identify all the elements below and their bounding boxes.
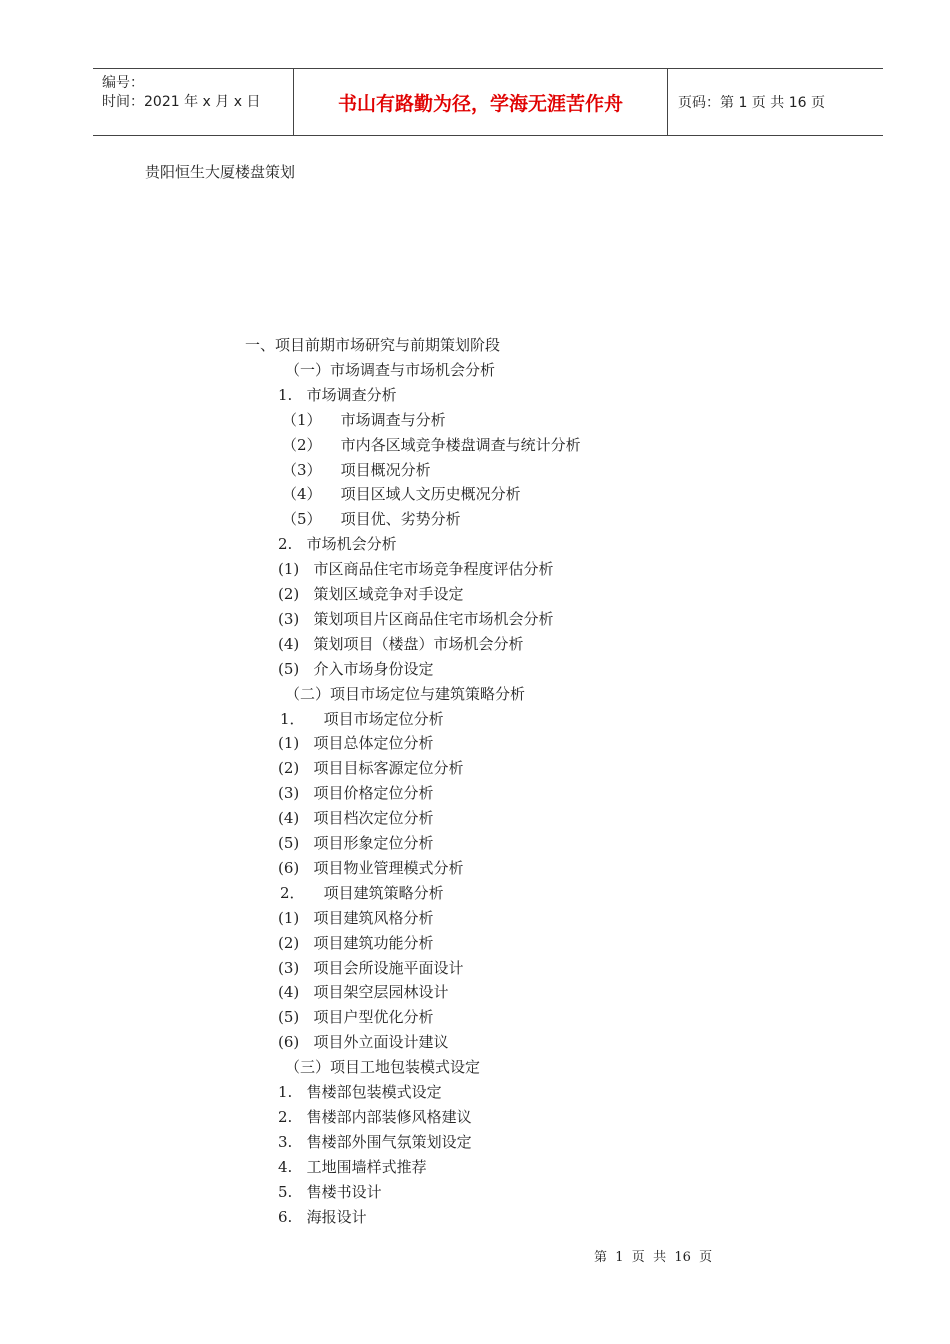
toc-item: （2） 市内各区域竞争楼盘调查与统计分析 — [282, 436, 581, 454]
toc-item: 1. 市场调查分析 — [278, 386, 397, 404]
toc-item: (2) 项目目标客源定位分析 — [278, 759, 464, 777]
toc-item: 2. 售楼部内部装修风格建议 — [278, 1108, 472, 1126]
toc-item: (4) 策划项目（楼盘）市场机会分析 — [278, 635, 524, 653]
toc-item: 一、项目前期市场研究与前期策划阶段 — [245, 336, 501, 354]
toc-item: (5) 项目形象定位分析 — [278, 834, 434, 852]
toc-item: （二）项目市场定位与建筑策略分析 — [285, 685, 526, 703]
toc-item: 6. 海报设计 — [278, 1208, 367, 1226]
number-label: 编号： — [102, 75, 144, 91]
toc-item: (2) 项目建筑功能分析 — [278, 934, 434, 952]
toc-item: (5) 介入市场身份设定 — [278, 660, 434, 678]
toc-item: (1) 市区商品住宅市场竞争程度评估分析 — [278, 560, 554, 578]
toc-item: (1) 项目总体定位分析 — [278, 734, 434, 752]
toc-item: （3） 项目概况分析 — [282, 461, 431, 479]
time-label: 时间：2021 年 x 月 x 日 — [102, 94, 261, 110]
toc-item: 4. 工地围墙样式推荐 — [278, 1158, 427, 1176]
toc-item: (6) 项目物业管理模式分析 — [278, 859, 464, 877]
toc-item: 3. 售楼部外围气氛策划设定 — [278, 1133, 472, 1151]
page-footer: 第 1 页 共 16 页 — [594, 1250, 713, 1265]
toc-item: （4） 项目区域人文历史概况分析 — [282, 485, 521, 503]
header-motto: 书山有路勤为径，学海无涯苦作舟 — [294, 69, 668, 135]
toc-item: (3) 项目会所设施平面设计 — [278, 959, 464, 977]
header-meta-cell — [93, 69, 294, 135]
toc-item: (3) 项目价格定位分析 — [278, 784, 434, 802]
toc-item: (5) 项目户型优化分析 — [278, 1008, 434, 1026]
toc-item: (4) 项目架空层园林设计 — [278, 983, 449, 1001]
toc-item: （一）市场调查与市场机会分析 — [285, 361, 496, 379]
toc-item: 5. 售楼书设计 — [278, 1183, 382, 1201]
header-page-info: 页码：第 1 页 共 16 页 — [678, 95, 825, 111]
toc-item: (6) 项目外立面设计建议 — [278, 1033, 449, 1051]
toc-item: 1． 项目市场定位分析 — [280, 710, 444, 728]
toc-item: (1) 项目建筑风格分析 — [278, 909, 434, 927]
toc-item: （1） 市场调查与分析 — [282, 411, 446, 429]
toc-item: （5） 项目优、劣势分析 — [282, 510, 461, 528]
toc-item: (2) 策划区域竞争对手设定 — [278, 585, 464, 603]
toc-item: 2. 市场机会分析 — [278, 535, 397, 553]
toc-item: (4) 项目档次定位分析 — [278, 809, 434, 827]
document-title: 贵阳恒生大厦楼盘策划 — [145, 163, 296, 181]
toc-item: 2． 项目建筑策略分析 — [280, 884, 444, 902]
page-header — [93, 68, 883, 136]
toc-item: （三）项目工地包装模式设定 — [285, 1058, 481, 1076]
toc-item: (3) 策划项目片区商品住宅市场机会分析 — [278, 610, 554, 628]
toc-item: 1. 售楼部包装模式设定 — [278, 1083, 442, 1101]
